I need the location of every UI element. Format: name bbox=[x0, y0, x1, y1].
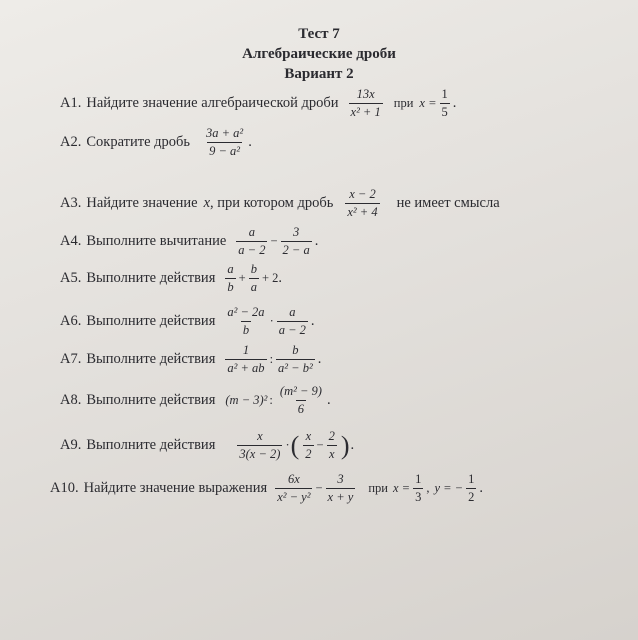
denominator: 3(x − 2) bbox=[239, 447, 281, 462]
numerator: 1 bbox=[242, 343, 250, 357]
task-number: A4. bbox=[60, 233, 82, 250]
period: . bbox=[326, 392, 331, 409]
condition-fraction bbox=[440, 88, 450, 119]
topic-title: Алгебраические дроби bbox=[242, 46, 396, 62]
denominator: x + y bbox=[327, 490, 354, 505]
task-number: A1. bbox=[60, 95, 82, 112]
numerator: 3 bbox=[293, 225, 300, 239]
period: . bbox=[314, 233, 319, 250]
left-paren: ( bbox=[290, 430, 300, 460]
task-a1 bbox=[60, 88, 456, 119]
task-text: Выполните действия bbox=[86, 392, 216, 409]
task-text: Найдите значение bbox=[86, 195, 198, 212]
period: . bbox=[278, 270, 282, 287]
period: . bbox=[310, 313, 315, 330]
numerator: 3 bbox=[337, 472, 344, 486]
task-text-3: не имеет смысла bbox=[396, 195, 500, 212]
task-text-2: , при котором дробь bbox=[210, 195, 334, 212]
right-paren: ) bbox=[340, 430, 350, 460]
fraction-2 bbox=[326, 473, 356, 504]
task-number: A6. bbox=[60, 313, 82, 330]
fraction-3 bbox=[327, 430, 337, 461]
task-a4 bbox=[60, 226, 318, 257]
fraction-2 bbox=[249, 263, 259, 294]
denominator: 2 bbox=[305, 447, 312, 462]
numerator: x bbox=[257, 429, 263, 443]
denominator: 5 bbox=[441, 105, 448, 120]
numerator: b bbox=[250, 262, 257, 276]
task-text: Выполните действия bbox=[86, 351, 216, 368]
operator: + bbox=[238, 271, 246, 286]
numerator: 3a + a² bbox=[206, 126, 244, 140]
denominator: x² − y² bbox=[277, 490, 311, 505]
numerator: 1 bbox=[468, 472, 475, 486]
numerator: a bbox=[227, 262, 234, 276]
task-text: Выполните действия bbox=[86, 313, 216, 330]
variant-title: Вариант 2 bbox=[284, 66, 354, 82]
denominator: x² + 4 bbox=[347, 205, 378, 220]
denominator: a² − b² bbox=[278, 361, 313, 376]
task-a6 bbox=[60, 306, 315, 337]
denominator: b bbox=[242, 323, 250, 338]
task-a7 bbox=[60, 344, 321, 375]
task-text: Найдите значение выражения bbox=[83, 480, 268, 497]
fraction-1 bbox=[275, 473, 312, 504]
numerator: 1 bbox=[441, 87, 448, 101]
variable: x bbox=[203, 195, 211, 212]
operator: · bbox=[285, 438, 290, 453]
task-text: Сократите дробь bbox=[86, 134, 190, 151]
denominator: a − 2 bbox=[238, 243, 266, 258]
numerator: x bbox=[305, 429, 312, 443]
task-a5 bbox=[60, 263, 282, 294]
period: . bbox=[452, 95, 457, 112]
task-text: Выполните действия bbox=[86, 437, 216, 454]
test-title: Тест 7 bbox=[298, 26, 340, 42]
task-a9 bbox=[60, 430, 354, 461]
fraction-1 bbox=[225, 344, 266, 375]
fraction bbox=[204, 127, 245, 158]
fraction bbox=[278, 385, 324, 416]
task-number: A8. bbox=[60, 392, 82, 409]
condition-fraction-x bbox=[413, 473, 423, 504]
fraction-2 bbox=[303, 430, 313, 461]
numerator: 1 bbox=[415, 472, 422, 486]
numerator: a bbox=[289, 305, 296, 319]
variable-y: y = − bbox=[434, 481, 464, 496]
task-number: A10. bbox=[50, 480, 79, 497]
operator: : bbox=[269, 393, 273, 408]
denominator: 2 − a bbox=[282, 243, 310, 258]
fraction-1 bbox=[237, 430, 282, 461]
denominator: a − 2 bbox=[278, 323, 306, 338]
denominator: 9 − a² bbox=[209, 144, 241, 159]
denominator: x bbox=[328, 447, 335, 462]
condition-word: при bbox=[368, 481, 388, 496]
task-number: A5. bbox=[60, 270, 82, 287]
numerator: 13x bbox=[356, 87, 375, 101]
fraction bbox=[345, 188, 379, 219]
operator: : bbox=[269, 352, 274, 367]
task-number: A2. bbox=[60, 134, 82, 151]
numerator: x − 2 bbox=[349, 187, 376, 201]
task-a2 bbox=[60, 127, 252, 158]
numerator: (m² − 9) bbox=[279, 384, 322, 398]
period: . bbox=[350, 437, 355, 454]
task-a10 bbox=[50, 473, 483, 504]
operator: − bbox=[270, 234, 278, 249]
task-text: Найдите значение алгебраической дроби bbox=[86, 95, 339, 112]
task-text: Выполните вычитание bbox=[86, 233, 227, 250]
condition-word: при bbox=[393, 96, 414, 111]
period: . bbox=[479, 480, 483, 497]
period: . bbox=[248, 134, 252, 151]
period: . bbox=[317, 351, 322, 368]
denominator: 2 bbox=[468, 490, 475, 505]
fraction-2 bbox=[281, 226, 312, 257]
fraction-2 bbox=[277, 306, 308, 337]
operator-2: − bbox=[316, 438, 324, 453]
denominator: a bbox=[250, 280, 257, 295]
variable: x = bbox=[419, 96, 437, 111]
variable-x: x = bbox=[392, 481, 411, 496]
expression: (m − 3)² bbox=[225, 393, 268, 408]
task-a3 bbox=[60, 188, 500, 219]
task-text: Выполните действия bbox=[86, 270, 216, 287]
denominator: x² + 1 bbox=[350, 105, 381, 120]
denominator: 3 bbox=[415, 490, 422, 505]
separator: , bbox=[426, 481, 430, 496]
condition-fraction-y bbox=[466, 473, 476, 504]
tail-term: + 2 bbox=[261, 271, 279, 286]
fraction-1 bbox=[225, 306, 266, 337]
operator: · bbox=[269, 314, 274, 329]
numerator: 6x bbox=[287, 472, 300, 486]
fraction-2 bbox=[276, 344, 315, 375]
fraction bbox=[349, 88, 383, 119]
task-number: A3. bbox=[60, 195, 82, 212]
task-a8 bbox=[60, 385, 331, 416]
numerator: a bbox=[248, 225, 256, 239]
numerator: 2 bbox=[328, 429, 335, 443]
operator: − bbox=[315, 481, 323, 496]
task-number: A7. bbox=[60, 351, 82, 368]
numerator: a² − 2a bbox=[227, 305, 265, 319]
fraction-1 bbox=[225, 263, 235, 294]
task-number: A9. bbox=[60, 437, 82, 454]
denominator: 6 bbox=[297, 402, 305, 417]
denominator: a² + ab bbox=[227, 361, 265, 376]
denominator: b bbox=[227, 280, 234, 295]
numerator: b bbox=[292, 343, 299, 357]
fraction-1 bbox=[236, 226, 267, 257]
